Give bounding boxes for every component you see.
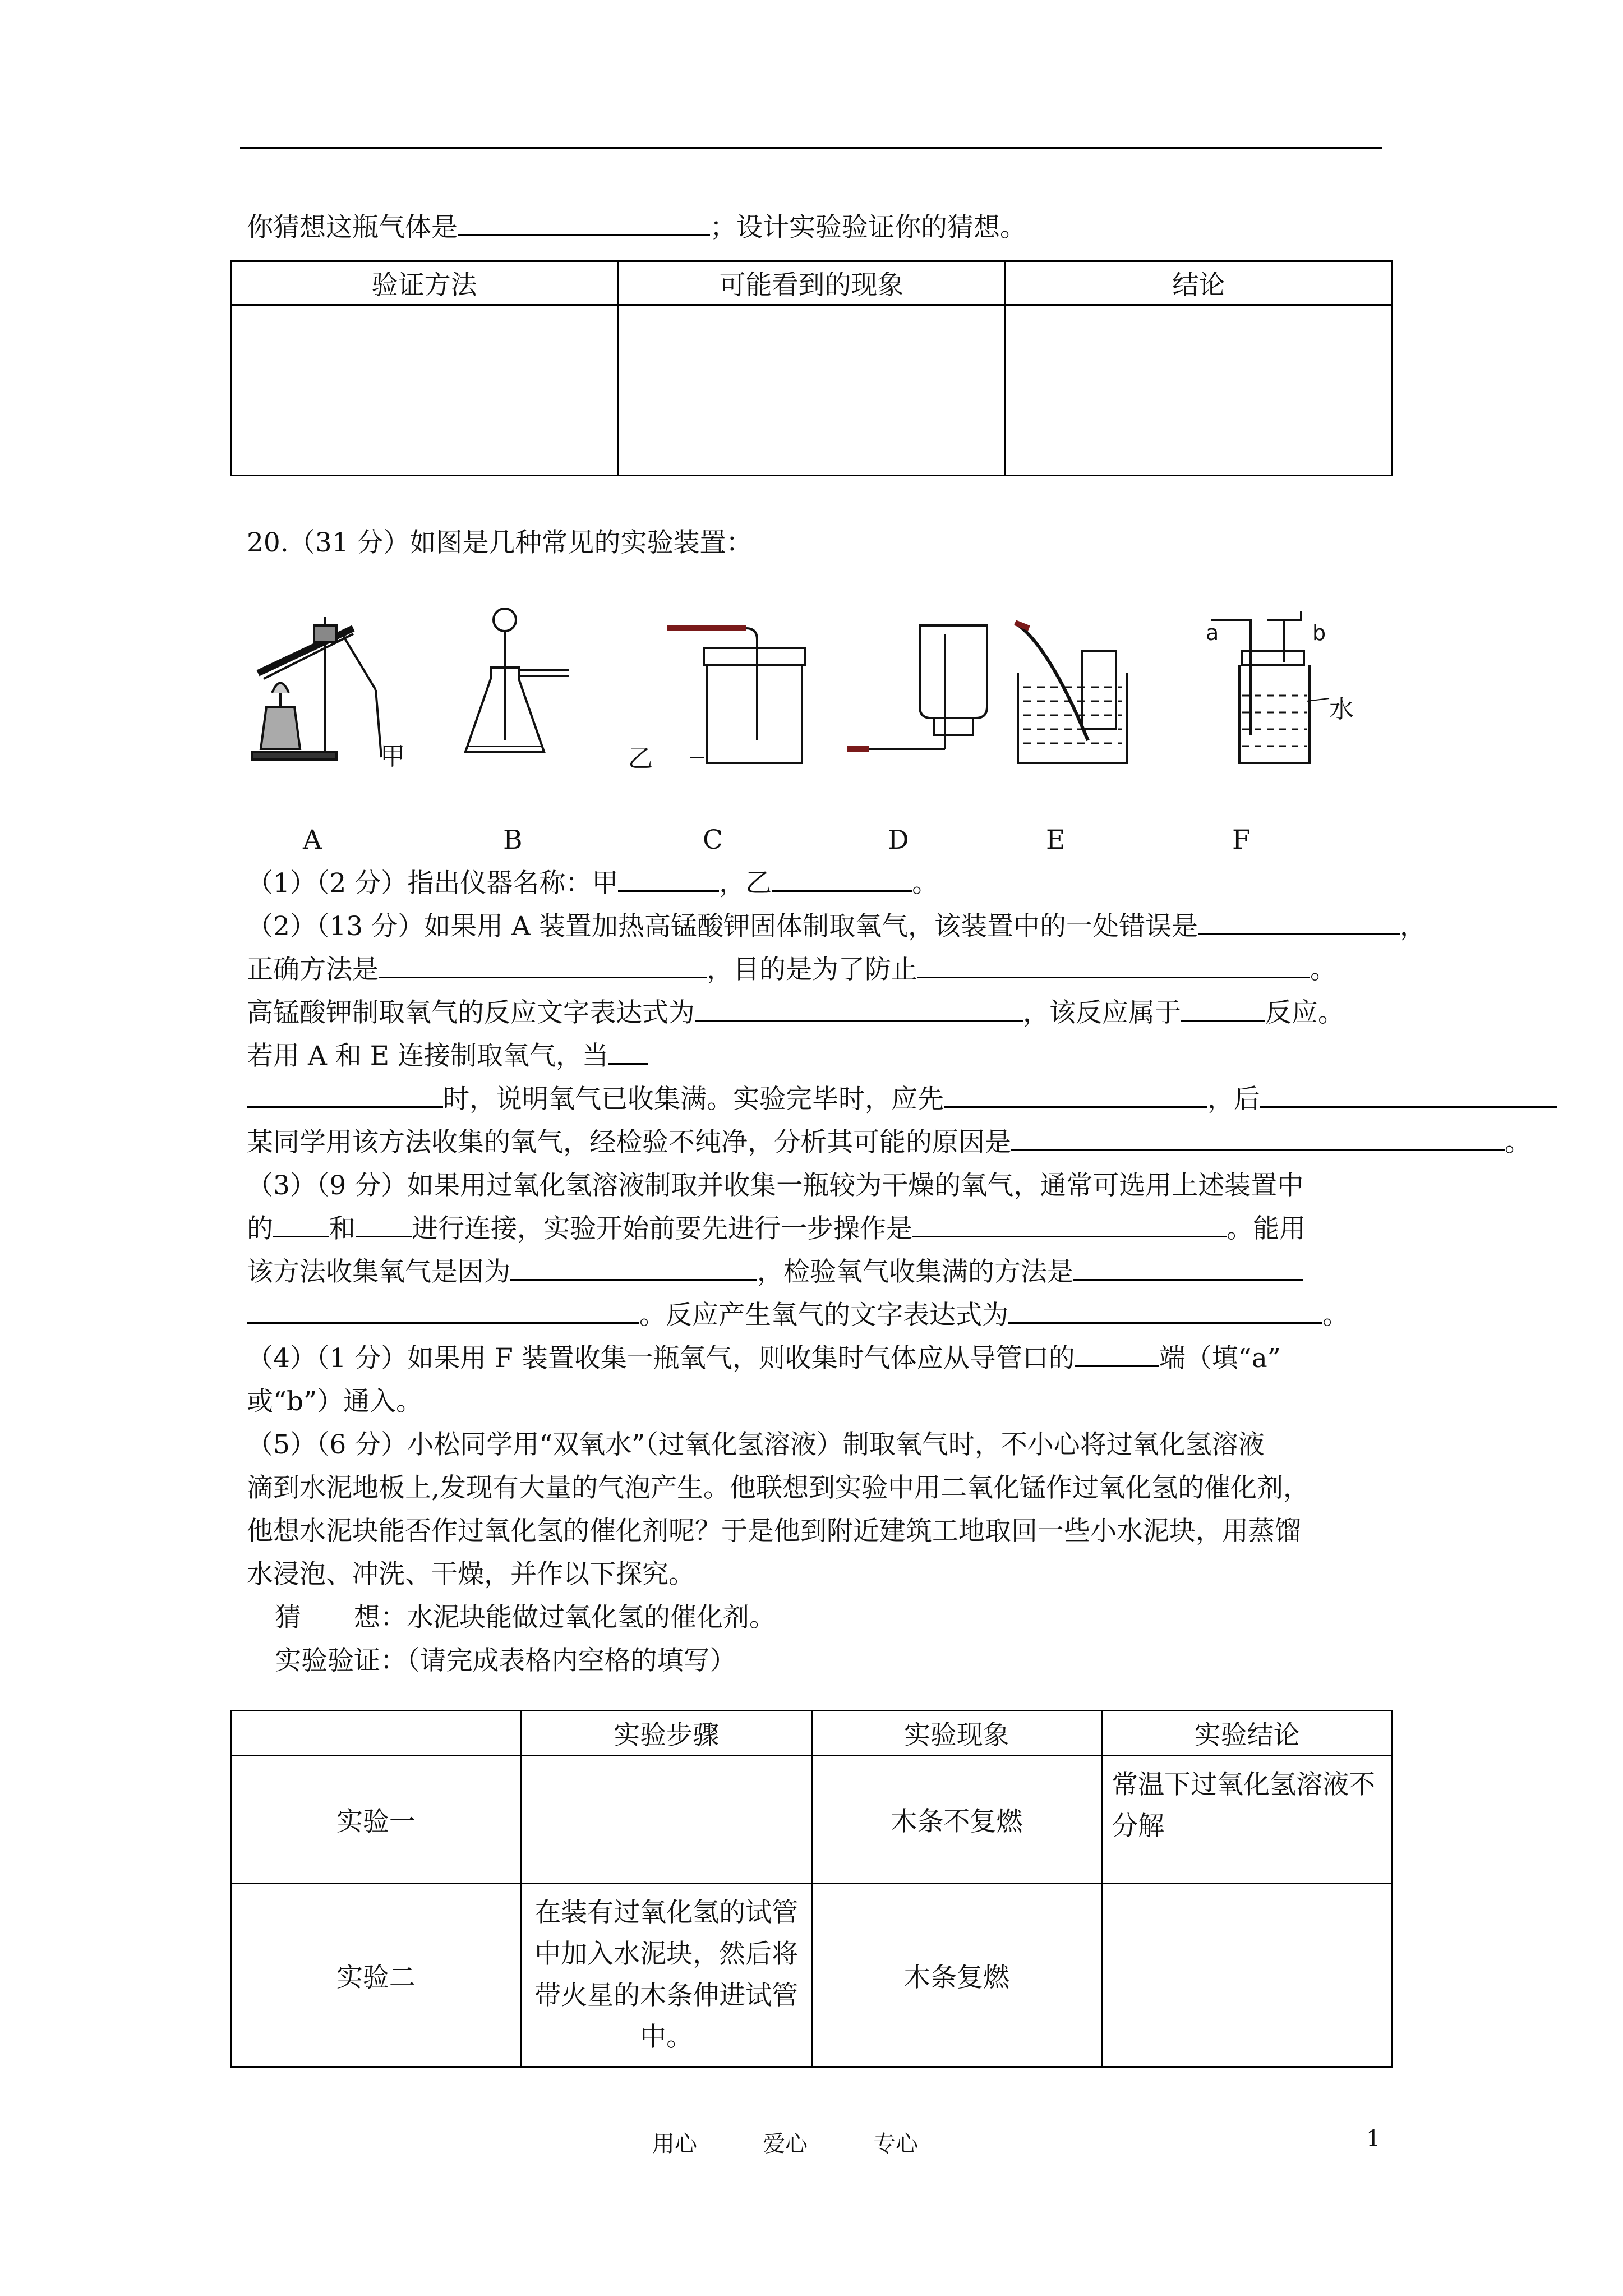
q20-part3-line4: 。反应产生氧气的文字表达式为 。 [247,1294,1349,1337]
q20-part2-line4: 若用 A 和 E 连接制取氧气，当 [247,1035,648,1078]
label-port-a: a [1206,620,1219,645]
q20-title: 20.（31 分）如图是几种常见的实验装置： [247,527,753,558]
blank-device1[interactable] [273,1209,329,1237]
blank-prevent[interactable] [917,950,1310,978]
apparatus-label-f: F [1232,825,1251,855]
q20-part5-line4: 水浸泡、冲洗、干燥，并作以下探究。 [247,1559,695,1590]
table-row [231,1884,1393,2067]
footer-b: 爱心 [763,2131,808,2157]
q20-part3-line2: 的 和 进行连接，实验开始前要先进行一步操作是 。能用 [247,1208,1306,1250]
q20-part3-line3: 该方法收集氧气是因为 ，检验氧气收集满的方法是 [247,1251,1303,1294]
apparatus-label-d: D [888,825,909,855]
exp1-phenomenon: 木条不复燃 [811,1756,1102,1884]
exp2-name: 实验二 [231,1884,522,2067]
q20-part5-hypothesis: 猜 想：水泥块能做过氧化氢的催化剂。 [275,1602,776,1633]
q19-header-phenomenon: 可能看到的现象 [618,261,1005,305]
apparatus-label-b: B [503,825,523,855]
q19-guess-suffix: ；设计实验验证你的猜想。 [710,212,1026,243]
blank-then[interactable] [1260,1079,1557,1108]
exp-header-phenomenon: 实验现象 [811,1711,1102,1756]
q20-part2-line2: 正确方法是 ，目的是为了防止 。 [247,949,1336,991]
q20-part3-line1: （3）（9 分）如果用过氧化氢溶液制取并收集一瓶较为干燥的氧气，通常可选用上述装置中 [247,1170,1304,1201]
q20-part2-line5: 时，说明氧气已收集满。实验完毕时，应先 ，后 [247,1078,1557,1121]
apparatus-label-e: E [1046,825,1066,855]
apparatus-label-a: A [303,825,322,855]
label-jia: 甲 [380,742,405,771]
blank-port[interactable] [1075,1338,1159,1367]
exp2-step: 在装有过氧化氢的试管中加入水泥块，然后将带火星的木条伸进试管中。 [521,1884,811,2067]
blank-h2o2-equation[interactable] [1008,1295,1322,1324]
q20-part1: （1）（2 分）指出仪器名称：甲 ，乙 。 [247,862,938,905]
q20-part4-line1: （4）（1 分）如果用 F 装置收集一瓶氧气，则收集时气体应从导管口的 端（填“a” [247,1337,1281,1380]
exp-header-step: 实验步骤 [521,1711,811,1756]
header-rule [240,147,1382,149]
footer-c: 专心 [873,2131,918,2157]
q20-part2-line1: （2）（13 分）如果用 A 装置加热高锰酸钾固体制取氧气，该装置中的一处错误是 ， [247,905,1426,948]
q20-part5-line3: 他想水泥块能否作过氧化氢的催化剂呢？于是他到附近建筑工地取回一些小水泥块，用蒸馏 [247,1516,1301,1547]
q19-cell-conclusion[interactable] [1005,305,1392,476]
exp1-conclusion: 常温下过氧化氢溶液不分解 [1102,1756,1393,1884]
apparatus-a-drawing [252,617,381,760]
apparatus-d-drawing [847,625,987,749]
blank-error[interactable] [1198,907,1400,935]
blank-because[interactable] [510,1252,757,1281]
q19-cell-method[interactable] [231,305,618,476]
exp1-step[interactable] [521,1756,811,1884]
exp1-name: 实验一 [231,1756,522,1884]
apparatus-e-drawing [1015,623,1127,763]
blank-check-full-cont[interactable] [247,1295,639,1324]
apparatus-label-c: C [703,825,723,855]
q19-header-conclusion: 结论 [1005,261,1392,305]
exp2-conclusion[interactable] [1102,1884,1393,2067]
exp-header-conclusion: 实验结论 [1102,1711,1393,1756]
q20-part5-line1: （5）（6 分）小松同学用“双氧水”（过氧化氢溶液）制取氧气时，不小心将过氧化氢溶液 [247,1429,1265,1460]
q20-part2-line6: 某同学用该方法收集的氧气，经检验不纯净，分析其可能的原因是 。 [247,1121,1531,1164]
blank-check-full[interactable] [1073,1252,1303,1281]
blank-reason[interactable] [1011,1122,1505,1151]
q19-header-method: 验证方法 [231,261,618,305]
table-row [231,1756,1393,1884]
q20-part2-line3: 高锰酸钾制取氧气的反应文字表达式为 ，该反应属于 反应。 [247,992,1344,1034]
q20-part5-verify: 实验验证：（请完成表格内空格的填写） [275,1645,736,1676]
q19-table [230,260,1393,476]
label-port-b: b [1312,620,1326,645]
blank-first[interactable] [944,1079,1207,1108]
q19-guess-prefix: 你猜想这瓶气体是 [247,212,458,243]
blank-correct-method[interactable] [379,950,707,978]
experiment-table [230,1710,1393,2068]
blank-device2[interactable] [356,1209,412,1237]
page-number: 1 [1366,2126,1381,2152]
blank-yi[interactable] [772,863,912,892]
apparatus-c-drawing [667,628,805,763]
q19-guess-line [247,206,1026,249]
blank-reaction-type[interactable] [1181,993,1265,1022]
exp-header-blank [231,1711,522,1756]
q20-part4-line2: 或“b”）通入。 [247,1386,423,1417]
blank-equation[interactable] [695,993,1023,1022]
q20-part5-line2: 滴到水泥地板上,发现有大量的气泡产生。他联想到实验中用二氧化锰作过氧化氢的催化剂， [247,1473,1310,1503]
blank-first-operation[interactable] [912,1209,1227,1237]
apparatus-figure [241,595,1408,774]
apparatus-f-drawing [1211,611,1329,763]
blank-when-cont[interactable] [247,1079,443,1108]
label-water: 水 [1329,695,1354,724]
footer-a: 用心 [652,2131,697,2157]
exp2-phenomenon: 木条复燃 [811,1884,1102,2067]
q19-guess-blank[interactable] [458,208,710,236]
apparatus-b-drawing [465,609,569,752]
blank-when[interactable] [608,1036,648,1065]
q19-cell-phenomenon[interactable] [618,305,1005,476]
blank-jia[interactable] [618,863,719,892]
label-yi: 乙 [628,744,653,773]
